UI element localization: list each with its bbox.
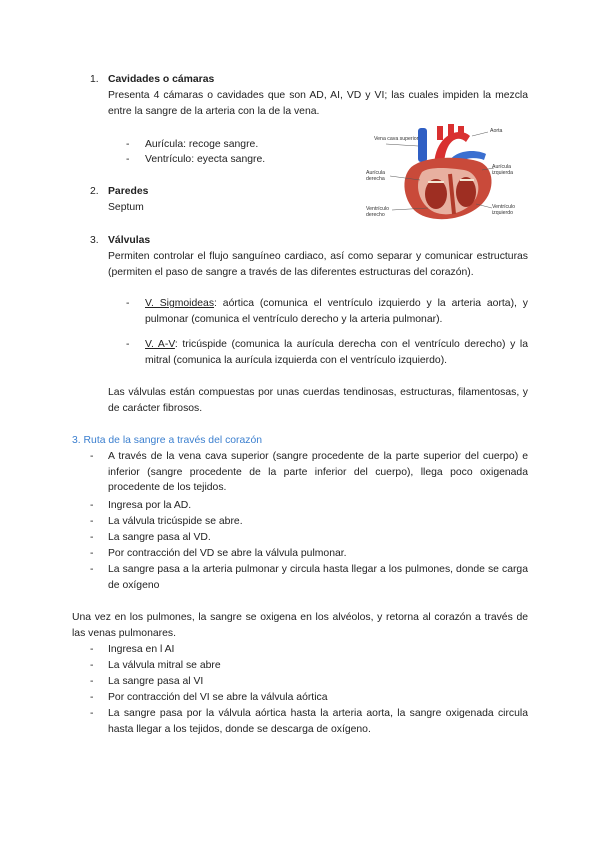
- heading-paredes: Paredes: [108, 186, 149, 197]
- bullet-dash: -: [90, 516, 94, 527]
- bullet-dash: -: [90, 644, 94, 655]
- route-bullet-6: La sangre pasa a la arteria pulmonar y circula hasta llegar a los pulmones, donde se carga de oxígeno: [108, 564, 528, 591]
- label-vena-cava: Vena cava superior: [374, 136, 419, 142]
- bullet-dash: -: [126, 339, 130, 350]
- bullet-dash: -: [90, 564, 94, 575]
- bullet-dash: -: [90, 451, 94, 462]
- label-ventriculo-derecho: Ventrículo derecho: [366, 206, 390, 218]
- paredes-text: Septum: [108, 202, 144, 213]
- route-bullet-1: A través de la vena cava superior (sangre procedente de la parte superior del cuerpo) e inferior (sangre procedente de la parte inferior del cuerpo), llega poco oxigenada procedente de los tejidos.: [108, 451, 528, 494]
- bullet-dash: -: [90, 532, 94, 543]
- bullet-dash: -: [90, 708, 94, 719]
- heart-diagram: [364, 124, 532, 224]
- route-bullet-4: La sangre pasa al VD.: [108, 532, 211, 543]
- bullet-dash: -: [90, 660, 94, 671]
- sigmoideas-desc: : aórtica (comunica el ventrículo izquierdo y la arteria aorta), y pulmonar (comunica el ventrículo derecho y la arteria pulmonar).: [145, 298, 528, 325]
- bullet-dash: -: [126, 154, 130, 165]
- item-number: 1.: [90, 74, 99, 85]
- bullet-av: [145, 337, 528, 368]
- route2-bullet-3: La sangre pasa al VI: [108, 676, 204, 687]
- pulmones-paragraph: Una vez en los pulmones, la sangre se oxigena en los alvéolos, y retorna al corazón a través de las venas pulmonares.: [72, 612, 528, 639]
- route-bullet-3: La válvula tricúspide se abre.: [108, 516, 243, 527]
- bullet-ventriculo: Ventrículo: eyecta sangre.: [145, 154, 266, 165]
- av-desc: : tricúspide (comunica la aurícula derecha con el ventrículo derecho) y la mitral (comunica la aurícula izquierda con el ventrículo izquierdo).: [145, 339, 528, 366]
- valvulas-note: Las válvulas están compuestas por unas cuerdas tendinosas, estructuras, filamentosas, y de carácter fibrosos.: [108, 387, 528, 414]
- bullet-dash: -: [90, 676, 94, 687]
- bullet-dash: -: [126, 298, 130, 309]
- bullet-dash: -: [90, 692, 94, 703]
- label-ventriculo-izquierdo: Ventrículo izquierdo: [492, 204, 516, 216]
- route2-bullet-2: La válvula mitral se abre: [108, 660, 221, 671]
- cavidades-text: Presenta 4 cámaras o cavidades que son AD, AI, VD y VI; las cuales impiden la mezcla entre la sangre de la arteria con la de la vena.: [108, 90, 528, 117]
- heading-valvulas: Válvulas: [108, 235, 151, 246]
- item-number: 3.: [90, 235, 99, 246]
- section-heading-ruta: 3. Ruta de la sangre a través del corazón: [72, 435, 263, 446]
- bullet-auricula: Aurícula: recoge sangre.: [145, 139, 259, 150]
- label-auricula-derecha: Aurícula derecha: [366, 170, 386, 182]
- bullet-sigmoideas: [145, 296, 528, 327]
- bullet-dash: -: [126, 139, 130, 150]
- label-aorta: Aorta: [490, 128, 503, 134]
- label-auricula-izquierda: Aurícula izquierda: [492, 164, 514, 176]
- route2-bullet-1: Ingresa en l AI: [108, 644, 175, 655]
- bullet-dash: -: [90, 500, 94, 511]
- valvulas-text: Permiten controlar el flujo sanguíneo cardiaco, así como separar y comunicar estructuras (permiten el paso de sangre a través de las diferentes estructuras del corazón).: [108, 251, 528, 278]
- term-sigmoideas: V. Sigmoideas: [145, 298, 215, 309]
- bullet-dash: -: [90, 548, 94, 559]
- route-bullet-5: Por contracción del VD se abre la válvula pulmonar.: [108, 548, 347, 559]
- item-number: 2.: [90, 186, 99, 197]
- route-bullet-2: Ingresa por la AD.: [108, 500, 192, 511]
- route2-bullet-5: La sangre pasa por la válvula aórtica hasta la arteria aorta, la sangre oxigenada circula hasta llegar a los tejidos, donde se descarga de oxígeno.: [108, 708, 528, 735]
- term-av: V. A-V: [145, 339, 175, 350]
- heading-cavidades: Cavidades o cámaras: [108, 74, 215, 85]
- route2-bullet-4: Por contracción del VI se abre la válvula aórtica: [108, 692, 328, 703]
